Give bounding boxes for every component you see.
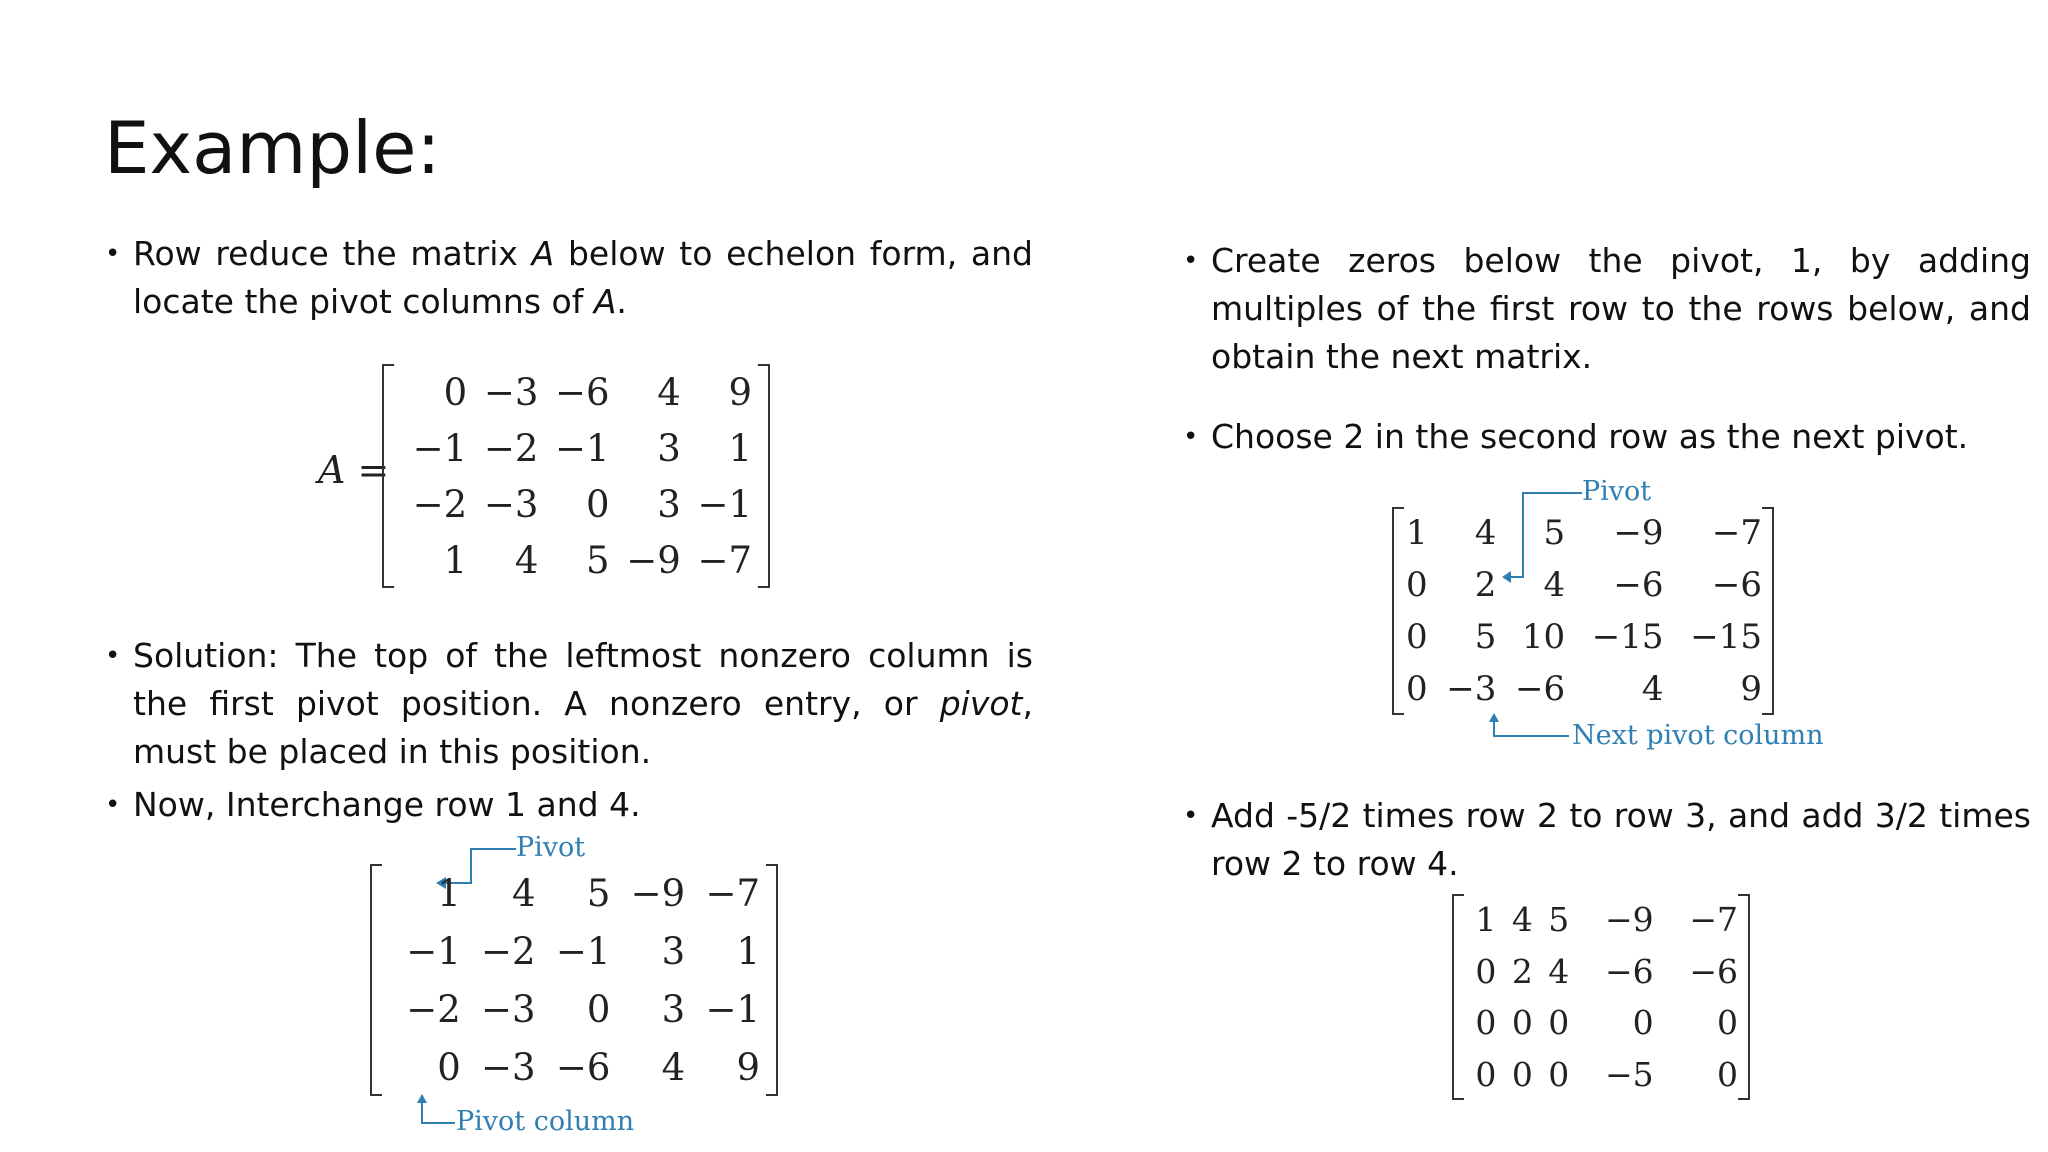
matrix-entry: −1 — [697, 482, 752, 526]
matrix-entry: 4 — [512, 871, 536, 915]
pivot-annotation: Pivot — [516, 832, 586, 863]
bullet-text: Solution: The top of the leftmost nonzero column is the first pivot position. A nonzero entry, or — [133, 636, 1033, 723]
bullet-text: . — [616, 282, 627, 321]
matrix-row — [386, 864, 760, 922]
matrix-entry: −15 — [1591, 617, 1664, 657]
matrix-a — [382, 364, 770, 588]
emphasis-pivot: pivot — [939, 684, 1023, 723]
bullet-dot: • — [105, 239, 121, 269]
matrix-row — [1460, 946, 1738, 998]
matrix-entry: 1 — [728, 426, 752, 470]
matrix-entry: 10 — [1521, 617, 1566, 657]
next-pivot-leader-line — [1493, 721, 1569, 737]
matrix-entry: 4 — [661, 1045, 686, 1089]
matrix-entry: 4 — [1548, 951, 1570, 991]
matrix-entry: −3 — [483, 370, 539, 414]
matrix-entry: −6 — [555, 370, 610, 414]
matrix-entry: −6 — [1689, 951, 1738, 991]
matrix-entry: 0 — [437, 1045, 461, 1089]
matrix-row — [386, 922, 760, 980]
matrix-row — [1398, 559, 1762, 611]
matrix-entry: −9 — [630, 871, 686, 915]
bullet-dot: • — [1183, 422, 1199, 452]
right-bracket — [1738, 894, 1750, 1100]
pivot-column-leader-line — [421, 1102, 455, 1124]
matrix-entry: 0 — [1548, 1003, 1570, 1043]
right-bracket — [758, 364, 770, 588]
bullet-text: Create zeros below the pivot, 1, by adding multiples of the first row to the rows below, and obtain the next matrix. — [1211, 241, 2031, 376]
bullet-choose-pivot — [1183, 413, 2031, 461]
matrix-entry: 2 — [1511, 951, 1533, 991]
matrix-entry: −15 — [1690, 617, 1762, 657]
matrix-entry: 0 — [1475, 1003, 1497, 1043]
right-bracket — [1762, 507, 1774, 715]
matrix-entry: 4 — [1474, 513, 1497, 553]
slide-title: Example: — [104, 106, 441, 190]
matrix-entry: −2 — [412, 482, 468, 526]
matrix-entry: −6 — [1613, 565, 1664, 605]
matrix-step2 — [1392, 507, 1774, 715]
matrix-entry: −1 — [705, 987, 760, 1031]
matrix-entry: 4 — [514, 538, 539, 582]
matrix-entry: −2 — [481, 929, 536, 973]
matrix-entry: −7 — [705, 871, 760, 915]
left-bracket — [382, 364, 394, 588]
matrix-a-label: A = — [318, 448, 390, 492]
pivot-column-annotation: Pivot column — [456, 1106, 635, 1137]
matrix-entry: −9 — [1613, 513, 1664, 553]
matrix-entry: 0 — [1406, 617, 1428, 657]
bullet-create-zeros — [1183, 237, 2031, 381]
matrix-entry: −3 — [1446, 669, 1497, 709]
matrix-entry: 1 — [437, 871, 461, 915]
matrix-entry: 5 — [1548, 900, 1570, 940]
bullet-dot: • — [1183, 246, 1199, 276]
matrix-entry: 9 — [1740, 669, 1762, 709]
right-bracket — [766, 864, 778, 1096]
matrix-entry: −6 — [1604, 951, 1654, 991]
matrix-entry: 0 — [1475, 951, 1497, 991]
pivot-annotation: Pivot — [1582, 476, 1652, 507]
matrix-entry: 0 — [1406, 565, 1428, 605]
bullet-text: Row reduce the matrix — [133, 234, 532, 273]
matrix-row — [1460, 894, 1738, 946]
matrix-entry: 0 — [1511, 1054, 1533, 1094]
matrix-row — [1398, 611, 1762, 663]
matrix-swapped — [370, 864, 778, 1096]
matrix-entry: 0 — [1475, 1054, 1497, 1094]
matrix-entry: 9 — [736, 1045, 760, 1089]
matrix-row — [396, 532, 752, 588]
matrix-step3 — [1452, 894, 1750, 1100]
matrix-entry: 9 — [728, 370, 752, 414]
matrix-entry: −9 — [626, 538, 681, 582]
matrix-entry: 0 — [1717, 1003, 1738, 1043]
matrix-entry: 3 — [661, 987, 686, 1031]
matrix-entry: −3 — [481, 987, 536, 1031]
matrix-entry: −7 — [697, 538, 752, 582]
matrix-entry: 4 — [1543, 565, 1566, 605]
matrix-entry: −2 — [483, 426, 539, 470]
matrix-entry: 1 — [443, 538, 468, 582]
matrix-entry: 0 — [1548, 1054, 1570, 1094]
matrix-entry: −7 — [1689, 900, 1738, 940]
matrix-entry: 1 — [1406, 513, 1428, 553]
matrix-row — [1398, 663, 1762, 715]
bullet-text: Choose 2 in the second row as the next pivot. — [1211, 417, 1969, 456]
matrix-entry: 5 — [586, 538, 610, 582]
matrix-entry: 0 — [1632, 1003, 1654, 1043]
matrix-entry: 4 — [657, 370, 681, 414]
matrix-entry: 0 — [1511, 1003, 1533, 1043]
matrix-entry: −6 — [1711, 565, 1762, 605]
bullet-text: Now, Interchange row 1 and 4. — [133, 785, 641, 824]
matrix-entry: 3 — [661, 929, 686, 973]
matrix-entry: −3 — [481, 1045, 536, 1089]
matrix-entry: −6 — [1515, 669, 1566, 709]
bullet-add-multiples — [1183, 792, 2031, 888]
matrix-entry: 3 — [657, 482, 681, 526]
matrix-row — [396, 364, 752, 420]
bullet-dot: • — [105, 790, 121, 820]
matrix-entry: 1 — [736, 929, 760, 973]
matrix-row — [1460, 997, 1738, 1049]
matrix-entry: 5 — [586, 871, 611, 915]
matrix-row — [386, 980, 760, 1038]
matrix-symbol: A — [593, 282, 617, 321]
matrix-entry: 0 — [586, 482, 610, 526]
matrix-entry: −2 — [406, 987, 461, 1031]
matrix-entry: 0 — [443, 370, 468, 414]
matrix-entry: −1 — [412, 426, 468, 470]
matrix-entry: 5 — [1543, 513, 1566, 553]
bullet-text: Add -5/2 times row 2 to row 3, and add 3/2 times row 2 to row 4. — [1211, 796, 2031, 883]
bullet-text: , must be placed in this position. — [133, 684, 1033, 771]
bullet-dot: • — [1183, 801, 1199, 831]
matrix-row — [1398, 507, 1762, 559]
bullet-dot: • — [105, 641, 121, 671]
next-pivot-column-annotation: Next pivot column — [1572, 720, 1824, 751]
matrix-row — [1460, 1049, 1738, 1101]
bullet-interchange — [105, 781, 1033, 829]
matrix-entry: 0 — [1406, 669, 1428, 709]
bullet-row-reduce — [105, 230, 1033, 326]
matrix-entry: −3 — [483, 482, 539, 526]
matrix-entry: −9 — [1604, 900, 1654, 940]
matrix-entry: 4 — [1511, 900, 1533, 940]
matrix-row — [396, 420, 752, 476]
left-bracket — [370, 864, 382, 1096]
matrix-entry: 4 — [1641, 669, 1664, 709]
matrix-entry: −6 — [555, 1045, 611, 1089]
matrix-entry: 2 — [1474, 565, 1497, 605]
matrix-row — [396, 476, 752, 532]
matrix-entry: −5 — [1604, 1054, 1654, 1094]
bullet-solution — [105, 632, 1033, 776]
matrix-entry: −1 — [555, 426, 610, 470]
matrix-entry: −1 — [406, 929, 461, 973]
matrix-entry: −1 — [555, 929, 611, 973]
bullet-text: below to echelon form, and locate the pivot columns of — [133, 234, 1033, 321]
matrix-entry: 5 — [1474, 617, 1497, 657]
matrix-entry: −7 — [1711, 513, 1762, 553]
matrix-entry: 0 — [1717, 1054, 1738, 1094]
matrix-symbol: A — [531, 234, 555, 273]
matrix-entry: 1 — [1475, 900, 1497, 940]
matrix-row — [386, 1038, 760, 1096]
matrix-entry: 3 — [657, 426, 681, 470]
matrix-entry: 0 — [586, 987, 611, 1031]
